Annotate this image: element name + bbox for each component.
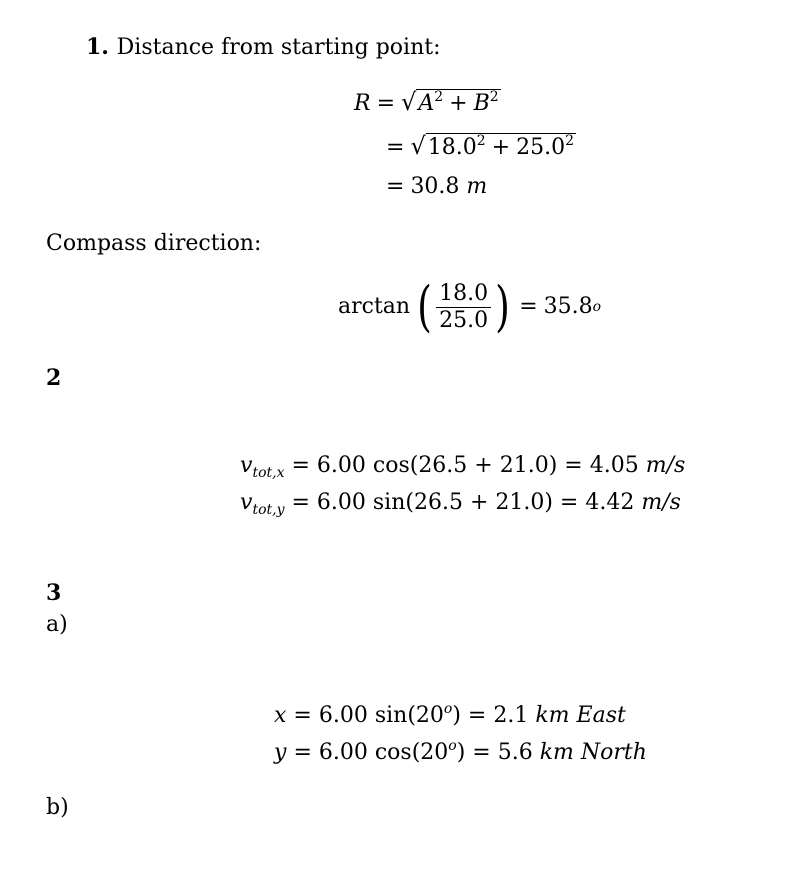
equation-r-result bbox=[380, 176, 487, 198]
fraction-numerator: 18.0 bbox=[436, 283, 491, 308]
result-unit: m bbox=[466, 174, 488, 199]
equation-r-definition bbox=[354, 90, 501, 115]
section-1-number: 1. bbox=[86, 34, 109, 60]
part-b-label: b) bbox=[46, 795, 69, 820]
right-paren: ) bbox=[495, 275, 511, 338]
y-expression-end: ) = 5.6 bbox=[456, 740, 533, 765]
equation-y-north bbox=[274, 739, 647, 764]
part-a-label: a) bbox=[46, 612, 68, 637]
x-expression-start: = 6.00 sin(20 bbox=[293, 703, 444, 728]
angle-result: 35.8 bbox=[543, 294, 593, 319]
fraction bbox=[436, 280, 491, 333]
vy-expression: = 6.00 sin(26.5 + 21.0) = 4.42 bbox=[291, 490, 635, 515]
result-value: 30.8 bbox=[410, 174, 460, 199]
var-v: v bbox=[240, 490, 253, 515]
section-3-number: 3 bbox=[46, 580, 62, 606]
vx-unit: m/s bbox=[645, 453, 686, 478]
equals-sign: = bbox=[386, 135, 405, 160]
exponent: 2 bbox=[565, 133, 574, 149]
var-r: R bbox=[354, 91, 371, 116]
plus-sign: + bbox=[491, 135, 511, 160]
sqrt-symbol: √ bbox=[401, 88, 417, 116]
var-a: A bbox=[418, 91, 435, 116]
var-y: y bbox=[274, 740, 287, 765]
equals-sign: = bbox=[519, 294, 538, 319]
subscript: tot,y bbox=[252, 502, 285, 518]
section-1-heading bbox=[86, 34, 441, 60]
value-b: 25.0 bbox=[516, 135, 566, 160]
y-expression-start: = 6.00 cos(20 bbox=[293, 740, 449, 765]
var-x: x bbox=[274, 703, 287, 728]
equation-arctan bbox=[338, 275, 602, 338]
sqrt-body bbox=[426, 133, 576, 160]
subscript: tot,x bbox=[252, 465, 285, 481]
exponent: 2 bbox=[489, 89, 499, 105]
equals-sign: = bbox=[376, 91, 396, 116]
fraction-denominator: 25.0 bbox=[439, 307, 489, 333]
equation-vtot-x bbox=[240, 455, 685, 480]
var-v: v bbox=[240, 453, 253, 478]
vy-unit: m/s bbox=[641, 490, 681, 515]
equals-sign: = bbox=[386, 174, 405, 199]
degree-symbol: o bbox=[592, 299, 602, 315]
equation-r-substituted bbox=[380, 134, 576, 159]
equation-x-east bbox=[274, 702, 626, 727]
plus-sign: + bbox=[449, 91, 468, 116]
left-paren: ( bbox=[417, 275, 433, 338]
x-unit: km East bbox=[535, 703, 626, 728]
degree-symbol: o bbox=[443, 701, 453, 717]
value-a: 18.0 bbox=[427, 135, 477, 160]
degree-symbol: o bbox=[448, 738, 457, 754]
equation-vtot-y bbox=[240, 492, 681, 517]
x-expression-end: ) = 2.1 bbox=[452, 703, 529, 728]
arctan-function: arctan bbox=[338, 294, 411, 319]
section-2-number: 2 bbox=[46, 365, 62, 391]
exponent: 2 bbox=[476, 133, 486, 149]
exponent: 2 bbox=[434, 89, 444, 105]
compass-direction-label: Compass direction: bbox=[46, 231, 262, 256]
sqrt-body bbox=[416, 89, 500, 116]
sqrt-symbol: √ bbox=[410, 132, 426, 160]
var-b: B bbox=[473, 91, 490, 116]
vx-expression: = 6.00 cos(26.5 + 21.0) = 4.05 bbox=[291, 453, 639, 478]
section-1-title: Distance from starting point: bbox=[116, 35, 441, 60]
y-unit: km North bbox=[539, 740, 647, 765]
